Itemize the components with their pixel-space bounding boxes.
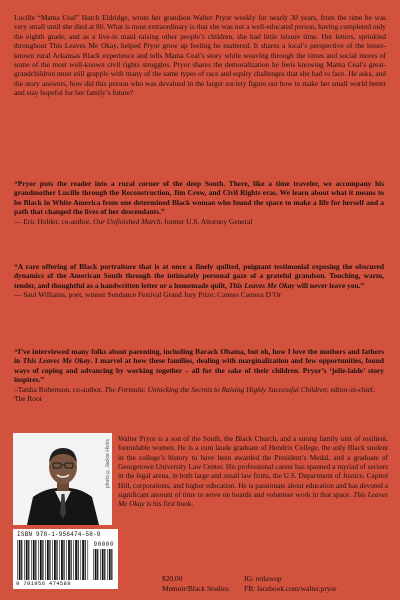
barcode-bar (19, 540, 21, 580)
barcode-bar (78, 540, 79, 580)
barcode-bar (49, 540, 50, 580)
endorsement-attribution: — Eric Holder, co-author, Our Unfinished March, former U.S. Attorney General (14, 216, 253, 226)
isbn-barcode (13, 529, 118, 589)
barcode-bar (35, 540, 36, 580)
barcode-bar (88, 540, 89, 580)
barcode-bar (56, 540, 57, 580)
barcode-bar (33, 540, 35, 580)
barcode-bar (107, 549, 108, 580)
barcode-bar (21, 540, 22, 580)
photo-credit: photo ©Jackie Hicks (105, 439, 111, 489)
ean-barcode-bars (17, 540, 89, 580)
facebook-link: FB: facebook.com/walter.pryor (244, 584, 337, 593)
barcode-bar (93, 549, 94, 580)
barcode-bar (54, 540, 56, 580)
barcode-bar (85, 540, 86, 580)
barcode-bar (95, 549, 97, 580)
barcode-bar (75, 540, 77, 580)
book-price: $20.00 (162, 574, 183, 583)
barcode-bar (111, 549, 112, 580)
endorsement-text: “A rare offering of Black portraiture that is at once a finely quilted, poignant testimonial exposing the obscured dynamics of the American South through the intimately personal gaze of a grateful grandson. Touching, warm, tender, and thoughtful as a handwritten letter or a homemade quilt, This Leaves Me Okay will never leave you.” (14, 262, 384, 290)
barcode-bar (63, 540, 64, 580)
endorsement-text: “Pryor puts the reader into a rural corner of the deep South. There, like a time traveler, we accompany his grandmother Lucille through the Reconstruction, Jim Crow, and Civil Rights eras. We learn about what it means to be Black in White America from one determined Black woman who found the space to make a life for herself and a path that changed the lives of her descendants.” (14, 179, 384, 217)
book-description: Lucille “Mama Ceal” Hatch Eldridge, wrote her grandson Walter Pryor weekly for nearly 30 years, from the time he was very small until she died at 80. What is most extraordinary is that she was not a well-educated person, having completed only the eighth grade, and as a live-in maid raising other people’s children, she had little leisure time. Her letters, sprinkled throughout This Leaves Me Okay, helped Pryor grow up feeling he mattered. It shares a local’s perspective of the lesser-known rural Arkansas Black experience and tells Mama Ceal’s story while weaving through the times and social mores of some of the most well-known civil rights struggles. Pryor shares the demoralization he feels knowing Mama Ceal’s great-grandchildren must still grapple with many of the same types of race and equity challenges that she had to face. He asks, and the story answers, how did this person who was devalued in the larger society figure out how to make her small world better and stay hopeful for her family’s future? (14, 13, 386, 98)
barcode-bar (109, 549, 111, 580)
book-category: Memoir/Black Studies (162, 584, 229, 593)
barcode-bar (26, 540, 28, 580)
barcode-bar (52, 540, 53, 580)
barcode-bar (80, 540, 81, 580)
isbn-number: ISBN 978-1-956474-58-9 (17, 531, 101, 538)
barcode-bar (47, 540, 49, 580)
endorsement-attribution: — Saul Williams, poet, winner Sundance Festival Grand Jury Prize; Cannes Camera D’Or (14, 290, 282, 300)
barcode-bar (24, 540, 25, 580)
addon-barcode-bars (93, 549, 115, 580)
ean-digits: 9 781956 474589 (16, 580, 71, 587)
barcode-bar (40, 540, 42, 580)
barcode-bar (68, 540, 70, 580)
endorsement-text: “I’ve interviewed many folks about parenting, including Barack Obama, but oh, how I love the mothers and fathers in This Leaves Me Okay. I marvel at how these families, dealing with marginalization and few opportunities, found ways of coping and advancing by working together – all for the sake of their children. Pryor’s ‘jolie-laide’ story inspires.” (14, 347, 385, 385)
barcode-bar (66, 540, 67, 580)
barcode-bar (61, 540, 63, 580)
author-bio: Walter Pryor is a son of the South, the Black Church, and a strong family unit of resilient, formidable women. He is a cum laude graduate of Hendrix College, the only Black student in the college’s history to have been awarded the President’s Medal, and a graduate of Georgetown University Law Center. His professional career has spanned a myriad of sectors in the legal arena, in both large and small law firms, the U.S. Department of Justice, Capitol Hill, corporations, and higher education. He is passionate about education and has devoted a significant amount of time to serve on boards and volunteer work in that space. This Leaves Me Okay is his first book. (118, 434, 388, 509)
barcode-bar (97, 549, 98, 580)
barcode-bar (28, 540, 29, 580)
instagram-handle: IG: retlawop (244, 574, 282, 583)
author-portrait-image (13, 433, 112, 525)
barcode-bar (82, 540, 84, 580)
endorsement-attribution: –Tatsha Robertson, co-author, The Formula: Unlocking the Secrets to Raising Highly Successful Children; editor-in-chief, The Root (14, 384, 375, 403)
barcode-bar (17, 540, 18, 580)
endorsement-holder (14, 179, 384, 226)
barcode-bar (31, 540, 32, 580)
barcode-bar (71, 540, 72, 580)
author-photo (13, 433, 112, 525)
barcode-bar (38, 540, 39, 580)
barcode-bar (73, 540, 74, 580)
endorsement-williams (14, 262, 384, 300)
price-code: 90000 (93, 541, 114, 548)
barcode-bar (100, 549, 101, 580)
barcode-bar (45, 540, 46, 580)
barcode-bar (102, 549, 104, 580)
endorsement-robertson (14, 347, 384, 403)
barcode-bar (59, 540, 60, 580)
barcode-bar (42, 540, 43, 580)
barcode-bar (104, 549, 105, 580)
